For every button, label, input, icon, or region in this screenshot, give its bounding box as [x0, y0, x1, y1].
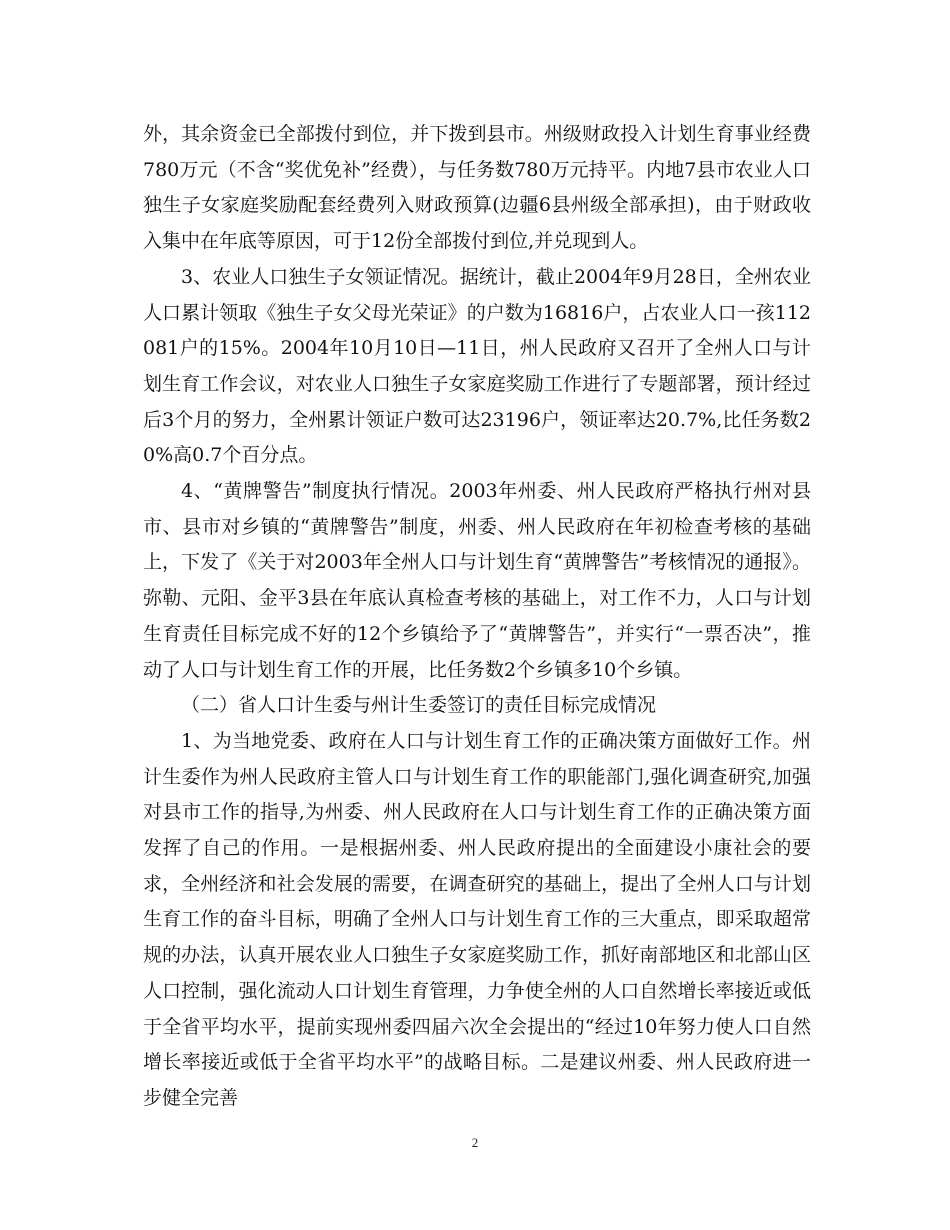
paragraph-item-4: 4、“黄牌警告”制度执行情况。2003年州委、州人民政府严格执行州对县市、县市对乡镇的“黄牌警告”制度，州委、州人民政府在年初检查考核的基础上，下发了《关于对2003年全州人口与计划生育“黄牌警告”考核情况的通报》。弥勒、元阳、金平3县在年底认真检查考核的基础上，对工作不力，人口与计划生育责任目标完成不好的12个乡镇给予了“黄牌警告”，并实行“一票否决”，推动了人口与计划生育工作的开展，比任务数2个乡镇多10个乡镇。	[143, 480, 811, 681]
page-number: 2	[471, 1135, 479, 1150]
section-heading: （二）省人口计生委与州计生委签订的责任目标完成情况	[181, 694, 657, 717]
paragraph-continuation: 外，其余资金已全部拨付到位，并下拨到县市。州级财政投入计划生育事业经费780万元（不含“奖优免补”经费），与任务数780万元持平。内地7县市农业人口独生子女家庭奖励配套经费列入财政预算(边疆6县州级全部承担)，由于财政收入集中在年底等原因，可于12份全部拨付到位,并兑现到人。	[143, 123, 811, 253]
paragraph-item-3: 3、农业人口独生子女领证情况。据统计，截止2004年9月28日，全州农业人口累计领取《独生子女父母光荣证》的户数为16816户，占农业人口一孩112081户的15%。2004年10月10日—11日，州人民政府又召开了全州人口与计划生育工作会议，对农业人口独生子女家庭奖励工作进行了专题部署，预计经过后3个月的努力，全州累计领证户数可达23196户，领证率达20.7%,比任务数20%高0.7个百分点。	[143, 265, 811, 467]
document-body	[143, 117, 811, 1117]
paragraph-section2-item-1: 1、为当地党委、政府在人口与计划生育工作的正确决策方面做好工作。州计生委作为州人民政府主管人口与计划生育工作的职能部门,强化调查研究,加强对县市工作的指导,为州委、州人民政府在人口与计划生育工作的正确决策方面发挥了自己的作用。一是根据州委、州人民政府提出的全面建设小康社会的要求，全州经济和社会发展的需要，在调查研究的基础上，提出了全州人口与计划生育工作的奋斗目标，明确了全州人口与计划生育工作的三大重点，即采取超常规的办法，认真开展农业人口独生子女家庭奖励工作，抓好南部地区和北部山区人口控制，强化流动人口计划生育管理，力争使全州的人口自然增长率接近或低于全省平均水平，提前实现州委四届六次全会提出的“经过10年努力使人口自然增长率接近或低于全省平均水平”的战略目标。二是建议州委、州人民政府进一步健全完善	[143, 729, 811, 1109]
